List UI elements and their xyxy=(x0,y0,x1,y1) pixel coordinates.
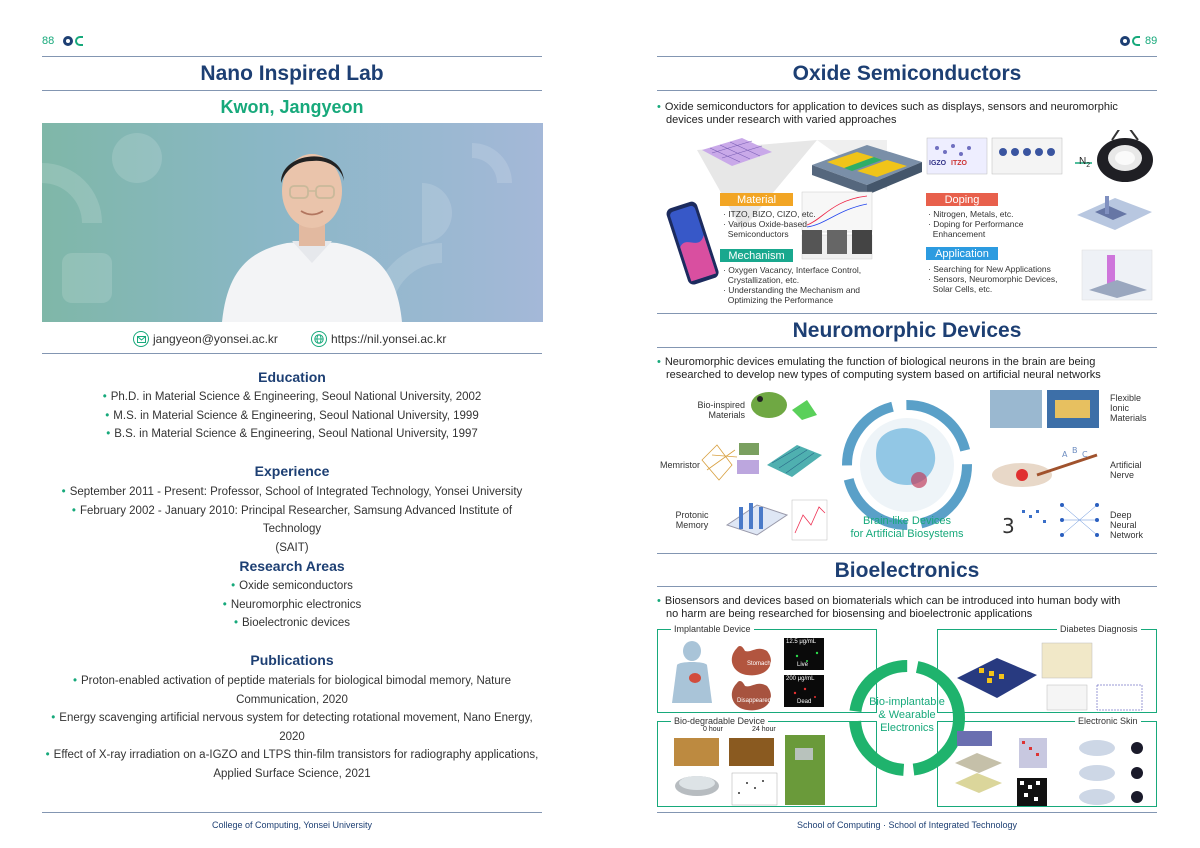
application-tag: Application xyxy=(935,248,989,260)
research-list xyxy=(42,577,542,633)
divider xyxy=(657,90,1157,91)
doping-description: · Nitrogen, Metals, etc. · Doping for Performance Enhancement xyxy=(928,209,1024,239)
list-item-continued: 2020 xyxy=(279,730,305,743)
publications-list xyxy=(42,672,542,783)
list-item: • Neuromorphic electronics xyxy=(222,598,362,611)
protonic-memory-label: Protonic Memory xyxy=(675,510,709,530)
material-description: · ITZO, BIZO, CIZO, etc. · Various Oxide-based Semiconductors xyxy=(723,209,816,239)
list-item-continued: (SAIT) xyxy=(275,541,309,554)
person-name: Kwon, Jangyeon xyxy=(220,97,364,117)
list-item: • Ph.D. in Material Science & Engineering, Seoul National University, 2002 xyxy=(102,391,482,403)
bio-description: • Biosensors and devices based on biomaterials which can be introduced into human body with no harm are being researched for biosensing and bioelectronic applications xyxy=(657,595,1121,620)
website-link[interactable] xyxy=(311,331,446,347)
svg-text:B: B xyxy=(1072,446,1078,455)
oxide-title: Oxide Semiconductors xyxy=(792,62,1022,85)
biodegradable-device-label: Bio-degradable Device xyxy=(671,716,768,726)
education-list xyxy=(42,388,542,444)
experience-title: Experience xyxy=(254,463,330,479)
neuro-figure xyxy=(657,385,1157,550)
divider xyxy=(657,553,1157,554)
bio-figure xyxy=(657,623,1157,808)
mail-icon xyxy=(133,331,149,347)
material-tag: Material xyxy=(736,194,777,206)
neuro-title: Neuromorphic Devices xyxy=(792,319,1022,342)
experience-list xyxy=(42,483,542,557)
bio-title: Bioelectronics xyxy=(834,559,980,582)
list-item: • Proton-enabled activation of peptide materials for biological bimodal memory, Nature xyxy=(72,675,511,687)
list-item: • Energy scavenging artificial nervous system for detecting rotational movement, Nano Energy, xyxy=(51,712,533,724)
divider xyxy=(657,56,1157,57)
divider xyxy=(42,812,542,813)
website-text: https://nil.yonsei.ac.kr xyxy=(331,332,447,346)
mechanism-tag: Mechanism xyxy=(728,250,785,262)
mechanism-description: · Oxygen Vacancy, Interface Control, Crystallization, etc. · Understanding the Mechanism and Optimizing the Performance xyxy=(723,265,862,305)
list-item: • M.S. in Material Science & Engineering, Seoul National University, 1999 xyxy=(105,409,479,422)
oxide-description: • Oxide semiconductors for application to devices such as displays, sensors and neuromorphic devices under research with varied approaches xyxy=(657,101,1118,126)
school-logo xyxy=(1120,36,1140,46)
divider xyxy=(657,812,1157,813)
list-item: • B.S. in Material Science & Engineering, Seoul National University, 1997 xyxy=(106,428,478,440)
list-item-continued: Applied Surface Science, 2021 xyxy=(213,767,371,780)
list-item: • Oxide semiconductors xyxy=(231,580,353,592)
divider xyxy=(42,56,542,57)
portrait-photo xyxy=(42,123,543,322)
memristor-label: Memristor xyxy=(660,460,700,470)
footer-left: College of Computing, Yonsei University xyxy=(211,820,373,830)
itzo-label: ITZO xyxy=(951,160,967,167)
divider xyxy=(42,353,542,354)
concentration-label-high: 12.5 μg/mL xyxy=(786,639,817,645)
zero-hour-label: 0 hour xyxy=(703,726,723,733)
research-title: Research Areas xyxy=(239,558,345,574)
artificial-nerve-label: Artificial Nerve xyxy=(1110,460,1142,480)
education-title: Education xyxy=(258,369,326,385)
lab-title: Nano Inspired Lab xyxy=(200,62,384,85)
stomach-label: Stomach xyxy=(747,661,771,667)
divider xyxy=(42,90,542,91)
live-label: Live xyxy=(797,662,809,668)
divider xyxy=(657,586,1157,587)
application-description: · Searching for New Applications · Sensors, Neuromorphic Devices, Solar Cells, etc. xyxy=(928,264,1058,294)
globe-icon xyxy=(311,331,327,347)
email-text: jangyeon@yonsei.ac.kr xyxy=(153,332,278,346)
igzo-label: IGZO xyxy=(929,160,947,167)
electronic-skin-label: Electronic Skin xyxy=(1075,716,1141,726)
disappeared-label: Disappeared xyxy=(737,698,772,704)
24-hour-label: 24 hour xyxy=(752,726,776,733)
svg-text:3: 3 xyxy=(1002,514,1015,538)
dead-label: Dead xyxy=(797,699,812,705)
n2-label: $N_2$ xyxy=(1079,156,1091,169)
list-item: • Effect of X-ray irradiation on a-IGZO and LTPS thin-film transistors for radiography applications, xyxy=(45,749,539,761)
bio-inspired-label: Bio-inspired Materials xyxy=(697,400,745,420)
footer-right: School of Computing · School of Integrated Technology xyxy=(797,820,1017,830)
school-logo xyxy=(63,36,83,46)
doping-tag: Doping xyxy=(944,194,980,206)
divider xyxy=(657,313,1157,314)
list-item: • September 2011 - Present: Professor, School of Integrated Technology, Yonsei University xyxy=(61,486,523,498)
publications-title: Publications xyxy=(250,652,334,668)
email-link[interactable] xyxy=(133,331,278,347)
deep-neural-network-label: Deep Neural Network xyxy=(1110,510,1144,540)
diabetes-diagnosis-label: Diabetes Diagnosis xyxy=(1057,624,1141,634)
list-item: • Bioelectronic devices xyxy=(233,617,351,629)
bio-center-caption: Bio-implantable & Wearable Electronics xyxy=(869,696,945,734)
svg-text:C: C xyxy=(1082,450,1088,459)
neuro-center-caption: Brain-like Devices for Artificial Biosystems xyxy=(850,515,964,540)
flexible-ionic-label: Flexible Ionic Materials xyxy=(1110,393,1147,423)
page-number-left: 88 xyxy=(42,35,55,47)
list-item-continued: Communication, 2020 xyxy=(236,693,348,706)
list-item: • February 2002 - January 2010: Principal Researcher, Samsung Advanced Institute of Technology xyxy=(71,504,513,535)
page-number-right: 89 xyxy=(1145,35,1158,47)
neuro-description: • Neuromorphic devices emulating the function of biological neurons in the brain are being researched to develop new types of computing system based on artificial neural networks xyxy=(657,356,1101,381)
implantable-device-label: Implantable Device xyxy=(671,624,754,634)
svg-text:A: A xyxy=(1062,450,1068,459)
divider xyxy=(657,347,1157,348)
oxide-figure xyxy=(657,130,1157,310)
concentration-label-low: 200 μg/mL xyxy=(786,676,815,682)
